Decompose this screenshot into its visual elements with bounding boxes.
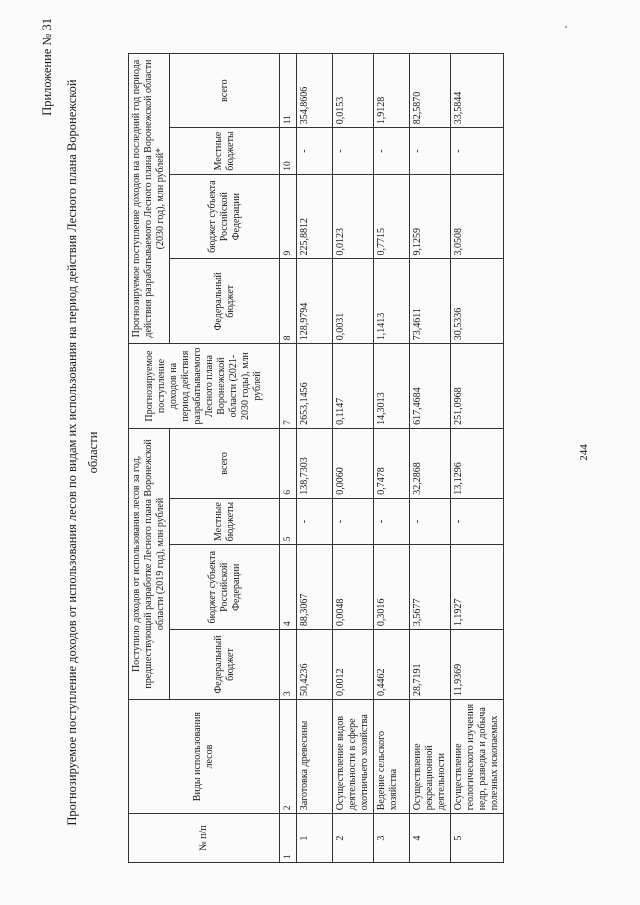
- cell-local-2030: -: [333, 128, 374, 175]
- row-kind: Осуществление рекреационной деятельности: [410, 699, 451, 813]
- column-index: 5: [280, 498, 297, 545]
- cell-federal-2030: 128,9794: [297, 259, 333, 344]
- cell-local-2030: -: [410, 128, 451, 175]
- cell-local-2030: -: [297, 128, 333, 175]
- row-num: 5: [451, 814, 504, 863]
- header-kind: Виды использования лесов: [129, 699, 280, 813]
- appendix-label: Приложение № 31: [40, 18, 54, 116]
- cell-regional-2019: 1,1927: [451, 545, 504, 630]
- cell-federal-2030: 1,1413: [374, 259, 410, 344]
- row-kind: Заготовка древесины: [297, 699, 333, 813]
- column-index-row: [280, 54, 297, 863]
- cell-forecast-total: 14,3013: [374, 344, 410, 429]
- cell-regional-2019: 0,0048: [333, 545, 374, 630]
- column-index: 8: [280, 259, 297, 344]
- cell-total-2019: 32,2868: [410, 428, 451, 498]
- row-kind: Ведение сельского хозяйства: [374, 699, 410, 813]
- header-row-1: [129, 54, 170, 863]
- title-line-1: Прогнозируемое поступление доходов от использования лесов по видам их использования на период действия Лесного плана Воронежской: [65, 79, 79, 826]
- header-local: Местные бюджеты: [170, 128, 280, 175]
- table-row: [410, 54, 451, 863]
- cell-federal-2019: 50,4236: [297, 630, 333, 700]
- cell-federal-2030: 73,4611: [410, 259, 451, 344]
- scan-speck: [565, 26, 567, 28]
- column-index: 2: [280, 699, 297, 813]
- cell-regional-2030: 225,8812: [297, 174, 333, 259]
- header-forecast-last-group: Прогнозируемое поступление доходов на последний год периода действия разрабатываемого Лесного плана Воронежской области (2030 год), млн рублей*: [129, 54, 170, 344]
- cell-regional-2019: 0,3016: [374, 545, 410, 630]
- document-title: [62, 30, 104, 875]
- cell-regional-2019: 3,5677: [410, 545, 451, 630]
- cell-local-2019: -: [297, 498, 333, 545]
- cell-federal-2019: 0,4462: [374, 630, 410, 700]
- column-index: 9: [280, 174, 297, 259]
- cell-regional-2030: 9,1259: [410, 174, 451, 259]
- table-row: [451, 54, 504, 863]
- cell-total-2030: 1,9128: [374, 54, 410, 128]
- cell-federal-2030: 30,5336: [451, 259, 504, 344]
- header-received-group: Поступило доходов от использования лесов за год, предшествующий разработке Лесного плана Воронежской области (2019 год), млн рублей: [129, 428, 170, 699]
- page-number: 244: [578, 444, 590, 461]
- cell-regional-2030: 3,0508: [451, 174, 504, 259]
- cell-forecast-total: 0,1147: [333, 344, 374, 429]
- column-index: 11: [280, 54, 297, 128]
- cell-federal-2019: 11,9369: [451, 630, 504, 700]
- cell-forecast-total: 617,4684: [410, 344, 451, 429]
- cell-local-2030: -: [451, 128, 504, 175]
- cell-local-2019: -: [451, 498, 504, 545]
- cell-federal-2019: 28,7191: [410, 630, 451, 700]
- header-regional: бюджет субъекта Российской Федерации: [170, 545, 280, 630]
- header-federal: Федеральный бюджет: [170, 259, 280, 344]
- header-local: Местные бюджеты: [170, 498, 280, 545]
- cell-total-2030: 33,5844: [451, 54, 504, 128]
- cell-total-2030: 354,8606: [297, 54, 333, 128]
- cell-local-2019: -: [374, 498, 410, 545]
- table-row: [374, 54, 410, 863]
- table-row: [333, 54, 374, 863]
- cell-total-2019: 13,1296: [451, 428, 504, 498]
- revenue-table: [128, 53, 504, 863]
- column-index: 3: [280, 630, 297, 700]
- column-index: 1: [280, 814, 297, 863]
- cell-forecast-total: 2653,1456: [297, 344, 333, 429]
- header-forecast-total: Прогнозируемое поступление доходов на период действия разрабатываемого Лесного плана Воронежской области (2021-2030 годы), млн рублей: [129, 344, 280, 429]
- cell-regional-2019: 88,3067: [297, 545, 333, 630]
- cell-local-2030: -: [374, 128, 410, 175]
- column-index: 4: [280, 545, 297, 630]
- cell-total-2019: 0,0060: [333, 428, 374, 498]
- header-num: № п/п: [129, 814, 280, 863]
- title-line-2: области: [86, 431, 100, 474]
- cell-total-2030: 0,0153: [333, 54, 374, 128]
- cell-regional-2030: 0,7715: [374, 174, 410, 259]
- cell-forecast-total: 251,0968: [451, 344, 504, 429]
- header-federal: Федеральный бюджет: [170, 630, 280, 700]
- row-kind: Осуществление видов деятельности в сфере охотничьего хозяйства: [333, 699, 374, 813]
- header-total: всего: [170, 54, 280, 128]
- cell-local-2019: -: [410, 498, 451, 545]
- header-total: всего: [170, 428, 280, 498]
- cell-total-2019: 138,7303: [297, 428, 333, 498]
- row-num: 3: [374, 814, 410, 863]
- cell-total-2019: 0,7478: [374, 428, 410, 498]
- row-num: 4: [410, 814, 451, 863]
- column-index: 6: [280, 428, 297, 498]
- row-num: 2: [333, 814, 374, 863]
- cell-federal-2019: 0,0012: [333, 630, 374, 700]
- cell-total-2030: 82,5870: [410, 54, 451, 128]
- row-kind: Осуществление геологического изучения недр, разведка и добыча полезных ископаемых: [451, 699, 504, 813]
- row-num: 1: [297, 814, 333, 863]
- table-row: [297, 54, 333, 863]
- column-index: 10: [280, 128, 297, 175]
- cell-federal-2030: 0,0031: [333, 259, 374, 344]
- cell-regional-2030: 0,0123: [333, 174, 374, 259]
- header-regional: бюджет субъекта Российской Федерации: [170, 174, 280, 259]
- column-index: 7: [280, 344, 297, 429]
- cell-local-2019: -: [333, 498, 374, 545]
